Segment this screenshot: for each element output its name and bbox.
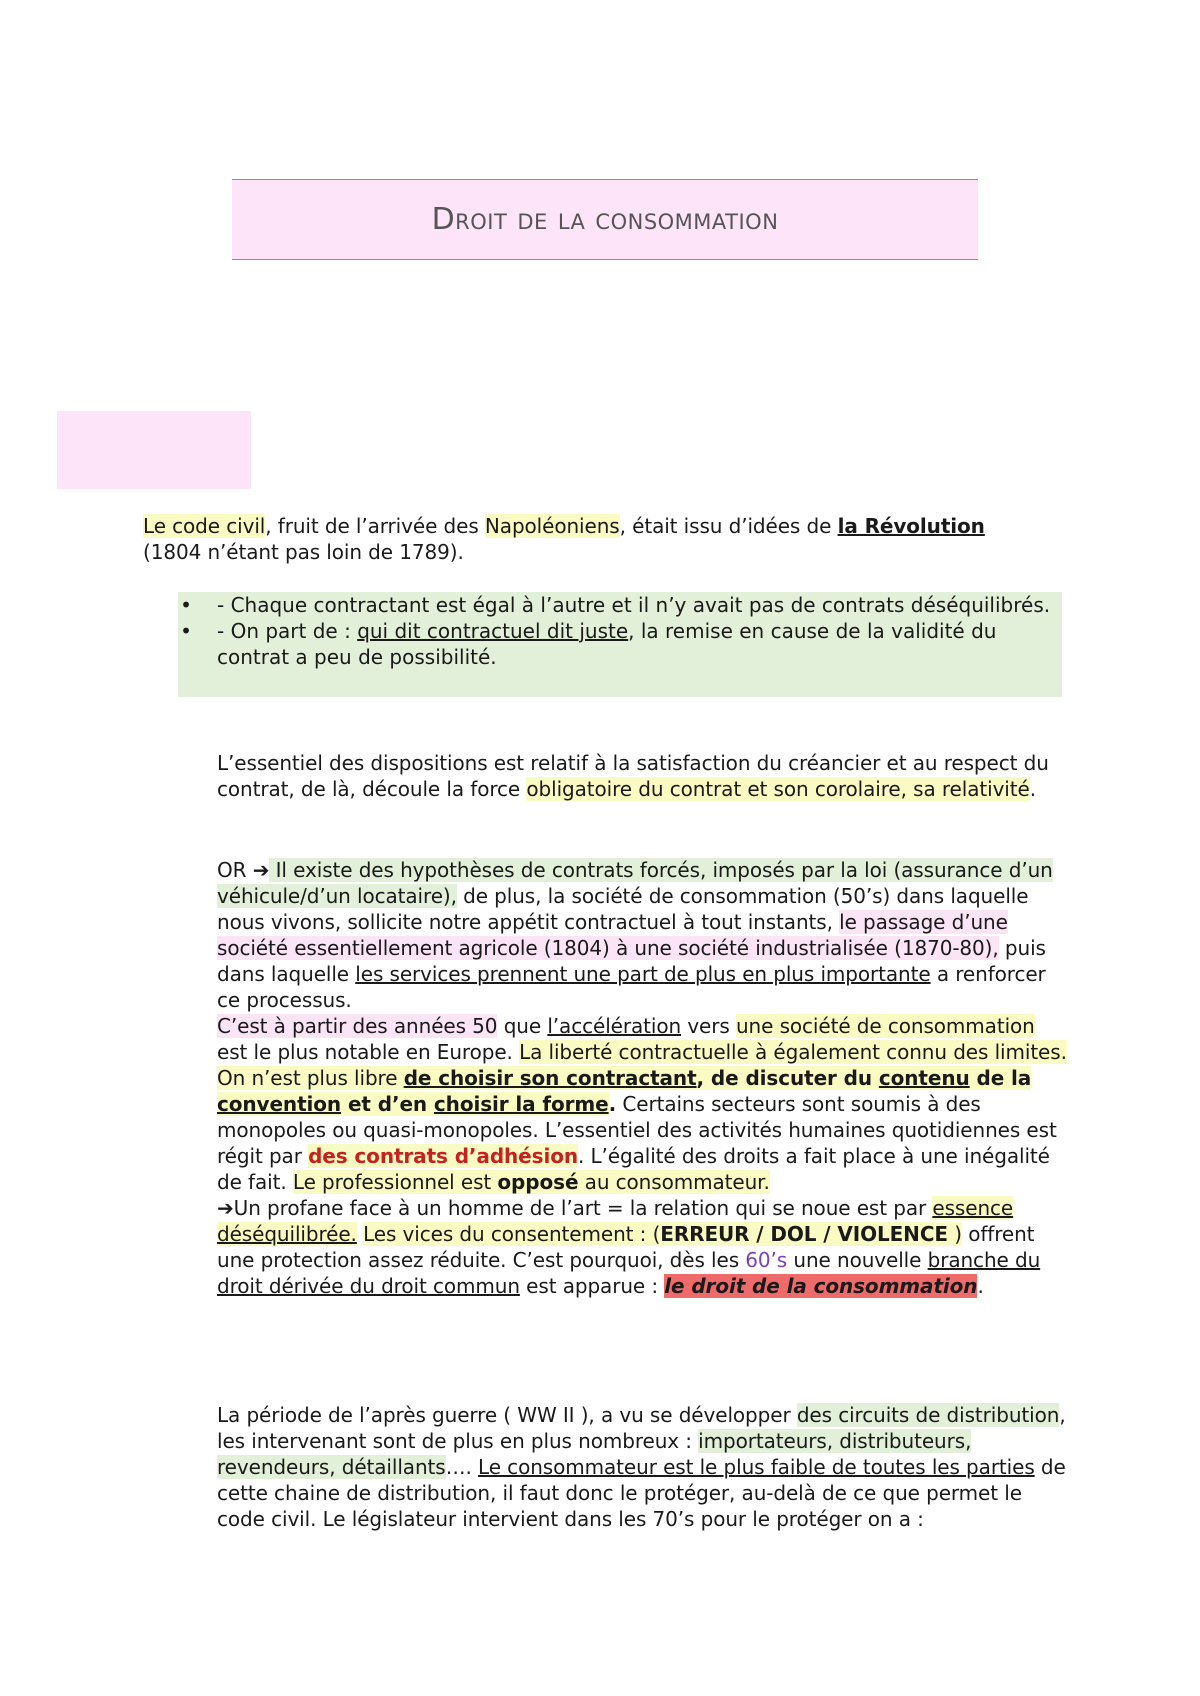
text-span: Un profane face à un homme de l’art = la relation qui se noue est par [233, 1196, 933, 1220]
text-span: de cette chaine de distribution, il faut donc le protéger, au-delà de ce que permet le code civil. Le législateur intervient dans les 70’s pour le protéger on a : [217, 1455, 1066, 1531]
text-span: que [497, 1014, 548, 1038]
arrow-icon: ➔ [252, 858, 270, 882]
text-span: importateurs, distributeurs, revendeurs, détaillants [217, 1429, 972, 1479]
title-box [232, 179, 978, 260]
paragraph-or [217, 857, 1067, 1299]
text-span: . [977, 1274, 984, 1298]
text-span: Il existe des hypothèses de contrats forcés, imposés par la loi (assurance d’un véhicule/d’un locataire), [217, 858, 1053, 908]
text-span: une société de consommation [735, 1014, 1035, 1038]
text-span: les services prennent une part de plus en plus importante [355, 962, 931, 986]
text-span: . L’égalité des droits a fait place à une inégalité de fait. [217, 1144, 1050, 1194]
text-span: convention [217, 1092, 342, 1116]
text-span: le droit de la consommation [664, 1274, 978, 1298]
paragraph-dispositions [217, 750, 1067, 802]
text-span: . [608, 1092, 617, 1116]
text-span: - Chaque contractant est égal à l’autre et il n’y avait pas de contrats déséquilibrés. [217, 593, 1051, 617]
text-span: de la [969, 1066, 1032, 1090]
text-span: est apparue : [519, 1274, 665, 1298]
paragraph-apres-guerre [217, 1402, 1067, 1532]
text-span: (1804 n’étant pas loin de 1789). [143, 540, 464, 564]
text-span: , de discuter du [696, 1066, 879, 1090]
page-title: Droit de la consommation [431, 202, 779, 237]
text-span: essence déséquilibrée. [217, 1196, 1014, 1246]
text-span: des contrats d’adhésion [308, 1144, 578, 1168]
bullet-icon: • [180, 619, 192, 643]
text-span: des circuits de distribution [796, 1403, 1060, 1427]
text-span: La période de l’après guerre ( WW II ), a vu se développer [217, 1403, 797, 1427]
text-span: Les vices du consentement : ( [363, 1222, 661, 1246]
text-span: est le plus notable en Europe. [217, 1040, 520, 1064]
text-span: ) [947, 1222, 962, 1246]
text-span: la Révolution [837, 514, 985, 538]
text-span: Le code civil [143, 514, 266, 538]
text-span: Napoléoniens [484, 514, 620, 538]
text-span: de choisir son contractant [403, 1066, 697, 1090]
text-span: , fruit de l’arrivée des [265, 514, 485, 538]
text-span: Le professionnel est [292, 1170, 498, 1194]
text-span: , les intervenant sont de plus en plus nombreux : [217, 1403, 1066, 1453]
text-span: le passage d’une société essentiellement agricole (1804) à une société industrialisée (1870-80), [217, 910, 1008, 960]
text-span: contenu [878, 1066, 970, 1090]
text-span: choisir la forme [433, 1092, 609, 1116]
text-span: L’essentiel des dispositions est relatif à la satisfaction du créancier et au respect du contrat, de là, découle la force [217, 751, 1049, 801]
text-span: offrent une protection assez réduite. C’est pourquoi, dès les [217, 1222, 1035, 1272]
text-span: opposé [497, 1170, 579, 1194]
list-item [178, 618, 1062, 670]
text-span: 60’s [745, 1248, 788, 1272]
text-span: La liberté contractuelle à également connu des limites. On n’est plus libre [217, 1040, 1067, 1090]
text-span: ERREUR / DOL / VIOLENCE [660, 1222, 948, 1246]
text-span: une nouvelle [787, 1248, 928, 1272]
text-span: …. [445, 1455, 479, 1479]
highlight-block [57, 411, 251, 489]
text-span: , la remise en cause de la validité du contrat a peu de possibilité. [217, 619, 997, 669]
text-span: a renforcer ce processus. [217, 962, 1046, 1012]
text-span: Le consommateur est le plus faible de toutes les parties [478, 1455, 1035, 1479]
text-span: qui dit contractuel dit juste [357, 619, 629, 643]
text-span: OR [217, 858, 253, 882]
bullet-list [178, 592, 1062, 697]
text-span: puis dans laquelle [217, 936, 1046, 986]
arrow-icon: ➔ [217, 1196, 234, 1220]
text-span: branche du droit dérivée du droit commun [217, 1248, 1041, 1298]
text-span: obligatoire du contrat et son corolaire, sa relativité [526, 777, 1030, 801]
text-span: l’accélération [547, 1014, 682, 1038]
text-span: vers [681, 1014, 736, 1038]
text-span: C’est à partir des années 50 [217, 1014, 498, 1038]
text-span: et d’en [341, 1092, 434, 1116]
text-span: , était issu d’idées de [619, 514, 838, 538]
text-span: de plus, la société de consommation (50’s) dans laquelle nous vivons, sollicite notre appétit contractuel à tout instants, [217, 884, 1029, 934]
text-span: Certains secteurs sont soumis à des monopoles ou quasi-monopoles. L’essentiel des activités humaines quotidiennes est régit par [217, 1092, 1057, 1168]
paragraph-code-civil [143, 513, 1003, 565]
text-span: au consommateur. [578, 1170, 770, 1194]
text-span: . [1029, 777, 1036, 801]
bullet-icon: • [180, 593, 192, 617]
text-span: - On part de : [217, 619, 358, 643]
list-item [178, 592, 1062, 618]
